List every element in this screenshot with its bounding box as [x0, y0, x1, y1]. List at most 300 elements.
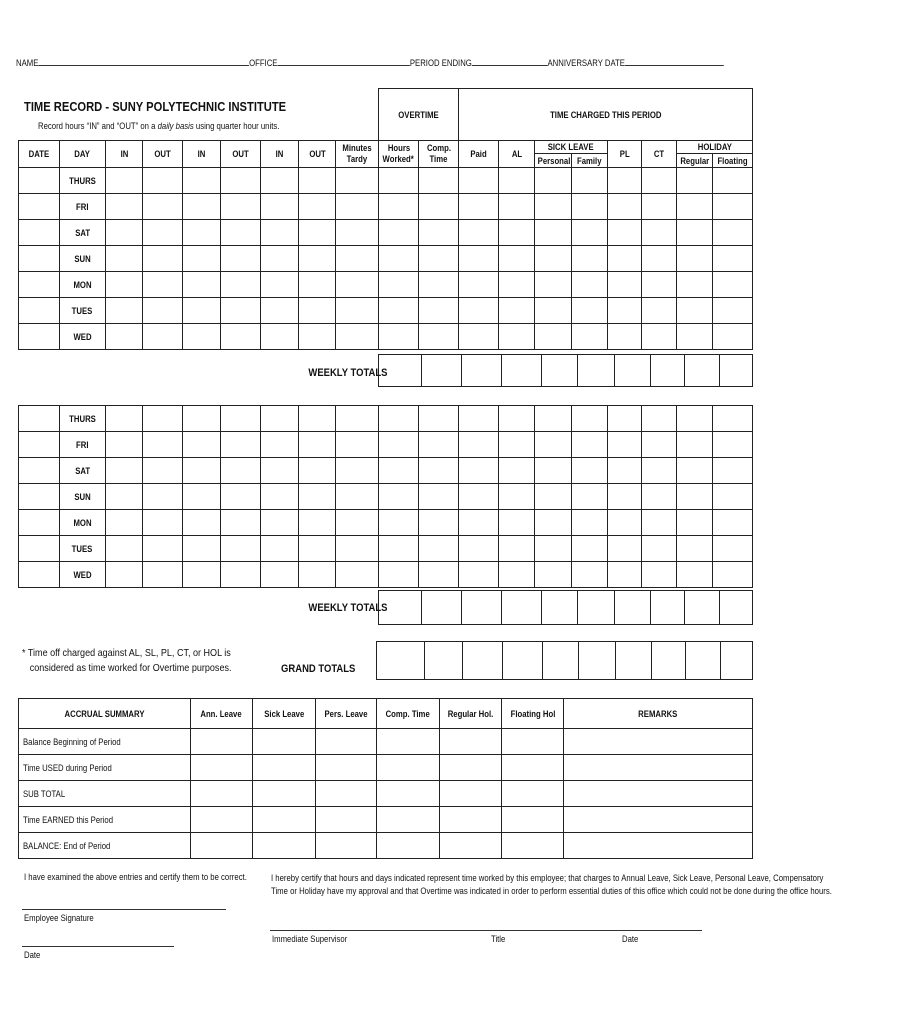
entry-cell[interactable] — [459, 406, 499, 432]
remarks-cell[interactable] — [564, 729, 753, 755]
entry-cell[interactable] — [713, 324, 753, 350]
entry-cell[interactable] — [299, 298, 336, 324]
entry-cell[interactable] — [677, 432, 713, 458]
entry-cell[interactable] — [535, 220, 572, 246]
entry-cell[interactable] — [143, 458, 183, 484]
entry-cell[interactable] — [572, 168, 608, 194]
entry-cell[interactable] — [499, 246, 535, 272]
entry-cell[interactable] — [713, 536, 753, 562]
remarks-cell[interactable] — [564, 807, 753, 833]
entry-cell[interactable] — [261, 220, 299, 246]
entry-cell[interactable] — [143, 536, 183, 562]
entry-cell[interactable] — [499, 324, 535, 350]
entry-cell[interactable] — [261, 324, 299, 350]
entry-cell[interactable] — [677, 562, 713, 588]
entry-cell[interactable] — [572, 406, 608, 432]
entry-cell[interactable] — [535, 432, 572, 458]
entry-cell[interactable] — [535, 298, 572, 324]
entry-cell[interactable] — [183, 194, 221, 220]
entry-cell[interactable] — [608, 324, 642, 350]
entry-cell[interactable] — [642, 484, 677, 510]
entry-cell[interactable] — [713, 432, 753, 458]
accrual-cell[interactable] — [440, 755, 502, 781]
entry-cell[interactable] — [677, 298, 713, 324]
accrual-cell[interactable] — [377, 755, 440, 781]
entry-cell[interactable] — [106, 458, 143, 484]
entry-cell[interactable] — [608, 168, 642, 194]
entry-cell[interactable] — [535, 168, 572, 194]
entry-cell[interactable] — [713, 246, 753, 272]
entry-cell[interactable] — [419, 298, 459, 324]
entry-cell[interactable] — [221, 298, 261, 324]
entry-cell[interactable] — [183, 272, 221, 298]
entry-cell[interactable] — [642, 562, 677, 588]
entry-cell[interactable] — [572, 246, 608, 272]
entry-cell[interactable] — [379, 272, 419, 298]
employee-signature-line[interactable] — [22, 909, 226, 910]
entry-cell[interactable] — [183, 536, 221, 562]
entry-cell[interactable] — [535, 194, 572, 220]
entry-cell[interactable] — [608, 432, 642, 458]
entry-cell[interactable] — [459, 298, 499, 324]
accrual-cell[interactable] — [440, 781, 502, 807]
entry-cell[interactable] — [19, 406, 60, 432]
entry-cell[interactable] — [572, 298, 608, 324]
entry-cell[interactable] — [499, 484, 535, 510]
entry-cell[interactable] — [379, 536, 419, 562]
entry-cell[interactable] — [379, 458, 419, 484]
entry-cell[interactable] — [336, 406, 379, 432]
entry-cell[interactable] — [261, 272, 299, 298]
entry-cell[interactable] — [379, 406, 419, 432]
entry-cell[interactable] — [535, 458, 572, 484]
entry-cell[interactable] — [713, 220, 753, 246]
entry-cell[interactable] — [106, 562, 143, 588]
entry-cell[interactable] — [106, 298, 143, 324]
entry-cell[interactable] — [379, 484, 419, 510]
entry-cell[interactable] — [713, 484, 753, 510]
entry-cell[interactable] — [677, 484, 713, 510]
entry-cell[interactable] — [459, 484, 499, 510]
entry-cell[interactable] — [642, 406, 677, 432]
entry-cell[interactable] — [535, 536, 572, 562]
entry-cell[interactable] — [19, 484, 60, 510]
entry-cell[interactable] — [261, 406, 299, 432]
accrual-cell[interactable] — [502, 729, 564, 755]
accrual-cell[interactable] — [253, 807, 316, 833]
entry-cell[interactable] — [572, 194, 608, 220]
entry-cell[interactable] — [336, 432, 379, 458]
entry-cell[interactable] — [19, 324, 60, 350]
entry-cell[interactable] — [459, 168, 499, 194]
entry-cell[interactable] — [459, 510, 499, 536]
entry-cell[interactable] — [608, 246, 642, 272]
entry-cell[interactable] — [183, 562, 221, 588]
entry-cell[interactable] — [419, 220, 459, 246]
entry-cell[interactable] — [336, 536, 379, 562]
entry-cell[interactable] — [677, 536, 713, 562]
entry-cell[interactable] — [677, 272, 713, 298]
supervisor-signature-line[interactable] — [270, 930, 702, 931]
entry-cell[interactable] — [183, 168, 221, 194]
entry-cell[interactable] — [572, 324, 608, 350]
entry-cell[interactable] — [183, 510, 221, 536]
entry-cell[interactable] — [19, 562, 60, 588]
entry-cell[interactable] — [19, 272, 60, 298]
entry-cell[interactable] — [299, 458, 336, 484]
entry-cell[interactable] — [19, 168, 60, 194]
entry-cell[interactable] — [642, 324, 677, 350]
accrual-cell[interactable] — [316, 755, 377, 781]
entry-cell[interactable] — [499, 194, 535, 220]
entry-cell[interactable] — [379, 510, 419, 536]
entry-cell[interactable] — [713, 168, 753, 194]
entry-cell[interactable] — [106, 536, 143, 562]
name-field[interactable] — [38, 65, 249, 66]
entry-cell[interactable] — [608, 298, 642, 324]
entry-cell[interactable] — [572, 432, 608, 458]
entry-cell[interactable] — [572, 536, 608, 562]
entry-cell[interactable] — [419, 536, 459, 562]
accrual-cell[interactable] — [502, 807, 564, 833]
entry-cell[interactable] — [19, 298, 60, 324]
accrual-cell[interactable] — [377, 833, 440, 859]
entry-cell[interactable] — [379, 194, 419, 220]
entry-cell[interactable] — [143, 324, 183, 350]
entry-cell[interactable] — [499, 406, 535, 432]
entry-cell[interactable] — [379, 432, 419, 458]
entry-cell[interactable] — [499, 220, 535, 246]
entry-cell[interactable] — [183, 220, 221, 246]
accrual-cell[interactable] — [191, 755, 253, 781]
entry-cell[interactable] — [677, 168, 713, 194]
entry-cell[interactable] — [713, 406, 753, 432]
entry-cell[interactable] — [106, 484, 143, 510]
accrual-cell[interactable] — [377, 807, 440, 833]
entry-cell[interactable] — [336, 168, 379, 194]
entry-cell[interactable] — [642, 298, 677, 324]
entry-cell[interactable] — [379, 324, 419, 350]
entry-cell[interactable] — [106, 194, 143, 220]
entry-cell[interactable] — [419, 562, 459, 588]
col-pl: PL — [608, 141, 642, 168]
entry-cell[interactable] — [642, 272, 677, 298]
entry-cell[interactable] — [713, 510, 753, 536]
entry-cell[interactable] — [336, 562, 379, 588]
entry-cell[interactable] — [106, 168, 143, 194]
entry-cell[interactable] — [535, 246, 572, 272]
employee-date-line[interactable] — [22, 946, 174, 947]
entry-cell[interactable] — [713, 562, 753, 588]
entry-cell[interactable] — [336, 510, 379, 536]
entry-cell[interactable] — [143, 406, 183, 432]
accrual-cell[interactable] — [253, 755, 316, 781]
entry-cell[interactable] — [459, 220, 499, 246]
entry-cell[interactable] — [419, 272, 459, 298]
entry-cell[interactable] — [336, 194, 379, 220]
entry-cell[interactable] — [19, 246, 60, 272]
entry-cell[interactable] — [299, 246, 336, 272]
entry-cell[interactable] — [379, 298, 419, 324]
entry-cell[interactable] — [221, 246, 261, 272]
entry-cell[interactable] — [608, 194, 642, 220]
entry-cell[interactable] — [221, 536, 261, 562]
entry-cell[interactable] — [419, 406, 459, 432]
entry-cell[interactable] — [459, 246, 499, 272]
entry-cell[interactable] — [379, 220, 419, 246]
entry-cell[interactable] — [299, 484, 336, 510]
accrual-cell[interactable] — [377, 781, 440, 807]
entry-cell[interactable] — [299, 432, 336, 458]
entry-cell[interactable] — [419, 168, 459, 194]
accrual-cell[interactable] — [502, 755, 564, 781]
entry-cell[interactable] — [336, 298, 379, 324]
remarks-cell[interactable] — [564, 833, 753, 859]
entry-cell[interactable] — [106, 510, 143, 536]
entry-cell[interactable] — [459, 562, 499, 588]
entry-cell[interactable] — [299, 536, 336, 562]
accrual-cell[interactable] — [316, 833, 377, 859]
anniversary-field[interactable] — [625, 65, 724, 66]
entry-cell[interactable] — [221, 484, 261, 510]
entry-cell[interactable] — [499, 272, 535, 298]
entry-cell[interactable] — [677, 406, 713, 432]
entry-cell[interactable] — [677, 220, 713, 246]
entry-cell[interactable] — [608, 220, 642, 246]
entry-cell[interactable] — [221, 220, 261, 246]
entry-cell[interactable] — [419, 194, 459, 220]
entry-cell[interactable] — [608, 458, 642, 484]
entry-cell[interactable] — [183, 432, 221, 458]
entry-cell[interactable] — [106, 246, 143, 272]
entry-cell[interactable] — [572, 484, 608, 510]
entry-cell[interactable] — [336, 272, 379, 298]
entry-cell[interactable] — [183, 246, 221, 272]
entry-cell[interactable] — [535, 484, 572, 510]
entry-cell[interactable] — [261, 298, 299, 324]
entry-cell[interactable] — [336, 246, 379, 272]
accrual-cell[interactable] — [316, 729, 377, 755]
entry-cell[interactable] — [459, 194, 499, 220]
entry-cell[interactable] — [499, 458, 535, 484]
entry-cell[interactable] — [379, 562, 419, 588]
entry-cell[interactable] — [183, 484, 221, 510]
entry-cell[interactable] — [143, 272, 183, 298]
entry-cell[interactable] — [19, 194, 60, 220]
entry-cell[interactable] — [572, 272, 608, 298]
office-field[interactable] — [277, 65, 409, 66]
entry-cell[interactable] — [419, 458, 459, 484]
entry-cell[interactable] — [419, 432, 459, 458]
entry-cell[interactable] — [143, 168, 183, 194]
entry-cell[interactable] — [642, 510, 677, 536]
entry-cell[interactable] — [221, 432, 261, 458]
accrual-row-label: Time EARNED this Period — [19, 807, 191, 833]
accrual-cell[interactable] — [440, 729, 502, 755]
entry-cell[interactable] — [419, 246, 459, 272]
entry-cell[interactable] — [261, 432, 299, 458]
accrual-cell[interactable] — [253, 729, 316, 755]
accrual-cell[interactable] — [440, 833, 502, 859]
entry-cell[interactable] — [221, 458, 261, 484]
entry-cell[interactable] — [261, 510, 299, 536]
entry-cell[interactable] — [261, 168, 299, 194]
entry-cell[interactable] — [572, 458, 608, 484]
entry-cell[interactable] — [19, 220, 60, 246]
entry-cell[interactable] — [299, 510, 336, 536]
remarks-cell[interactable] — [564, 755, 753, 781]
remarks-cell[interactable] — [564, 781, 753, 807]
entry-cell[interactable] — [261, 458, 299, 484]
day-label: TUES — [60, 298, 106, 324]
entry-cell[interactable] — [336, 484, 379, 510]
entry-cell[interactable] — [499, 298, 535, 324]
entry-cell[interactable] — [419, 324, 459, 350]
entry-cell[interactable] — [642, 458, 677, 484]
entry-cell[interactable] — [143, 562, 183, 588]
entry-cell[interactable] — [336, 458, 379, 484]
accrual-cell[interactable] — [253, 781, 316, 807]
entry-cell[interactable] — [183, 298, 221, 324]
entry-cell[interactable] — [143, 484, 183, 510]
entry-cell[interactable] — [336, 324, 379, 350]
entry-cell[interactable] — [221, 272, 261, 298]
accrual-cell[interactable] — [253, 833, 316, 859]
entry-cell[interactable] — [535, 562, 572, 588]
entry-cell[interactable] — [535, 510, 572, 536]
entry-cell[interactable] — [572, 510, 608, 536]
accrual-cell[interactable] — [191, 833, 253, 859]
entry-cell[interactable] — [379, 168, 419, 194]
entry-cell[interactable] — [608, 406, 642, 432]
entry-cell[interactable] — [608, 272, 642, 298]
entry-cell[interactable] — [499, 168, 535, 194]
accrual-cell[interactable] — [316, 807, 377, 833]
entry-cell[interactable] — [106, 324, 143, 350]
entry-cell[interactable] — [535, 324, 572, 350]
entry-cell[interactable] — [499, 536, 535, 562]
week1-day-row — [19, 168, 753, 194]
entry-cell[interactable] — [572, 562, 608, 588]
accrual-cell[interactable] — [440, 807, 502, 833]
entry-cell[interactable] — [106, 220, 143, 246]
entry-cell[interactable] — [143, 510, 183, 536]
entry-cell[interactable] — [19, 536, 60, 562]
entry-cell[interactable] — [642, 220, 677, 246]
entry-cell[interactable] — [642, 194, 677, 220]
accrual-cell[interactable] — [191, 807, 253, 833]
entry-cell[interactable] — [642, 246, 677, 272]
entry-cell[interactable] — [299, 194, 336, 220]
entry-cell[interactable] — [19, 510, 60, 536]
entry-cell[interactable] — [143, 220, 183, 246]
entry-cell[interactable] — [221, 406, 261, 432]
accrual-cell[interactable] — [502, 781, 564, 807]
entry-cell[interactable] — [459, 324, 499, 350]
entry-cell[interactable] — [183, 458, 221, 484]
entry-cell[interactable] — [535, 406, 572, 432]
accrual-summary-table — [18, 698, 753, 859]
entry-cell[interactable] — [642, 432, 677, 458]
accrual-cell[interactable] — [191, 781, 253, 807]
entry-cell[interactable] — [299, 406, 336, 432]
entry-cell[interactable] — [677, 458, 713, 484]
accrual-cell[interactable] — [316, 781, 377, 807]
entry-cell[interactable] — [221, 168, 261, 194]
entry-cell[interactable] — [459, 458, 499, 484]
entry-cell[interactable] — [299, 168, 336, 194]
accrual-cell[interactable] — [377, 729, 440, 755]
entry-cell[interactable] — [459, 272, 499, 298]
entry-cell[interactable] — [106, 432, 143, 458]
entry-cell[interactable] — [261, 484, 299, 510]
entry-cell[interactable] — [608, 536, 642, 562]
entry-cell[interactable] — [677, 324, 713, 350]
entry-cell[interactable] — [677, 510, 713, 536]
entry-cell[interactable] — [106, 272, 143, 298]
entry-cell[interactable] — [499, 432, 535, 458]
entry-cell[interactable] — [299, 220, 336, 246]
entry-cell[interactable] — [19, 432, 60, 458]
entry-cell[interactable] — [221, 324, 261, 350]
entry-cell[interactable] — [143, 194, 183, 220]
entry-cell[interactable] — [299, 562, 336, 588]
entry-cell[interactable] — [221, 510, 261, 536]
accrual-cell[interactable] — [502, 833, 564, 859]
entry-cell[interactable] — [143, 246, 183, 272]
col-day: DAY — [60, 141, 106, 168]
entry-cell[interactable] — [713, 272, 753, 298]
entry-cell[interactable] — [106, 406, 143, 432]
entry-cell[interactable] — [336, 220, 379, 246]
entry-cell[interactable] — [642, 536, 677, 562]
entry-cell[interactable] — [299, 272, 336, 298]
entry-cell[interactable] — [261, 246, 299, 272]
entry-cell[interactable] — [499, 562, 535, 588]
accrual-cell[interactable] — [191, 729, 253, 755]
entry-cell[interactable] — [261, 562, 299, 588]
entry-cell[interactable] — [642, 168, 677, 194]
entry-cell[interactable] — [713, 298, 753, 324]
period-ending-field[interactable] — [472, 65, 548, 66]
entry-cell[interactable] — [713, 194, 753, 220]
entry-cell[interactable] — [143, 298, 183, 324]
entry-cell[interactable] — [299, 324, 336, 350]
entry-cell[interactable] — [713, 458, 753, 484]
entry-cell[interactable] — [499, 510, 535, 536]
entry-cell[interactable] — [608, 484, 642, 510]
entry-cell[interactable] — [677, 194, 713, 220]
entry-cell[interactable] — [608, 562, 642, 588]
entry-cell[interactable] — [608, 510, 642, 536]
entry-cell[interactable] — [379, 246, 419, 272]
entry-cell[interactable] — [19, 458, 60, 484]
entry-cell[interactable] — [221, 562, 261, 588]
entry-cell[interactable] — [183, 406, 221, 432]
entry-cell[interactable] — [221, 194, 261, 220]
entry-cell[interactable] — [677, 246, 713, 272]
entry-cell[interactable] — [261, 536, 299, 562]
entry-cell[interactable] — [261, 194, 299, 220]
entry-cell[interactable] — [419, 510, 459, 536]
entry-cell[interactable] — [459, 432, 499, 458]
entry-cell[interactable] — [459, 536, 499, 562]
entry-cell[interactable] — [183, 324, 221, 350]
entry-cell[interactable] — [419, 484, 459, 510]
entry-cell[interactable] — [143, 432, 183, 458]
entry-cell[interactable] — [535, 272, 572, 298]
entry-cell[interactable] — [572, 220, 608, 246]
